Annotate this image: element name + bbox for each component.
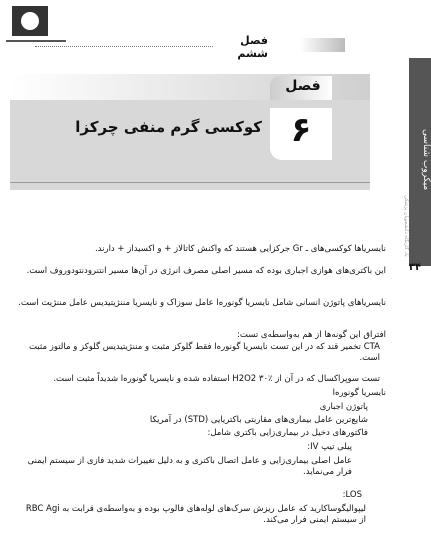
- bullet-obligate-pathogen: پاتوژن اجباری: [319, 402, 368, 412]
- header-decor-band: [300, 38, 345, 52]
- bullet-std: شایع‌ترین عامل بیماری‌های مقاربتی باکتریایی (STD) در آمریکا: [149, 415, 368, 425]
- paragraph-1: نایسریاها کوکسی‌های ـ Gr جرکزایی هستند که واکنش کاتالاز + و اکسیداز + دارند.: [94, 244, 386, 254]
- section-gonorrhoeae: نایسریا گونوره‌ا: [332, 388, 386, 398]
- bullet-virulence-factors: فاکتورهای دخیل در بیماری‌زایی باکتری شامل:: [207, 428, 368, 438]
- header-divider: [35, 46, 213, 47]
- running-chapter-header: فصل ششم: [237, 34, 268, 60]
- chapter-label: فصل: [285, 78, 321, 94]
- site-watermark: یاد گارنگاه دانشجویان پزشکی: [403, 195, 409, 257]
- bullet-pili-detail: عامل اصلی بیماری‌زایی و عامل اتصال باکتری و به دلیل تغییرات شدید فازی از سیستم ایمنی فرار می‌نماید.: [27, 456, 352, 477]
- chapter-title: کوکسی گرم منفی چرکزا: [75, 118, 262, 136]
- side-tab-label: میکروب شناسی: [421, 129, 431, 191]
- chapter-number: ۶: [290, 110, 312, 150]
- publisher-logo: [0, 0, 72, 58]
- page-number: ۳۴: [408, 262, 422, 273]
- paragraph-4: افتراق این گونه‌ها از هم به‌واسطه‌ی تست:: [237, 330, 386, 340]
- paragraph-2: این باکتری‌های هوازی اجباری بوده که مسیر اصلی مصرف انرژی در آن‌ها مسیر انتنرودنتودوروف است.: [26, 266, 386, 276]
- sub-bullet-superoxol: تست سوپراکسال که در آن از H2O2 ۳۰٪ استفاده شده و نایسریا گونوره‌ا شدیداً مثبت است.: [53, 374, 380, 384]
- bullet-pili: پیلی تیپ IV:: [307, 442, 352, 452]
- chapter-box-rule: [10, 182, 370, 183]
- bullet-los: LOS:: [342, 490, 362, 500]
- sub-bullet-cta: CTA تخمیر قند که در این تست نایسریا گونوره‌ا فقط گلوکز مثبت و مننژیتیدیس گلوکز و مالتوز مثبت است.: [29, 342, 380, 363]
- paragraph-3: نایسریاهای پاتوژن انسانی شامل نایسریا گونوره‌ا عامل سوزاک و نایسریا مننژیتیدیس عامل مننژیت است.: [18, 298, 386, 308]
- bullet-los-detail: لیپوالیگوساکارید که عامل ریزش سرک‌های لوله‌های فالوپ بوده و به‌واسطه‌ی قرابت به RBC Agi از سیستم ایمنی فرار می‌کند.: [25, 504, 366, 525]
